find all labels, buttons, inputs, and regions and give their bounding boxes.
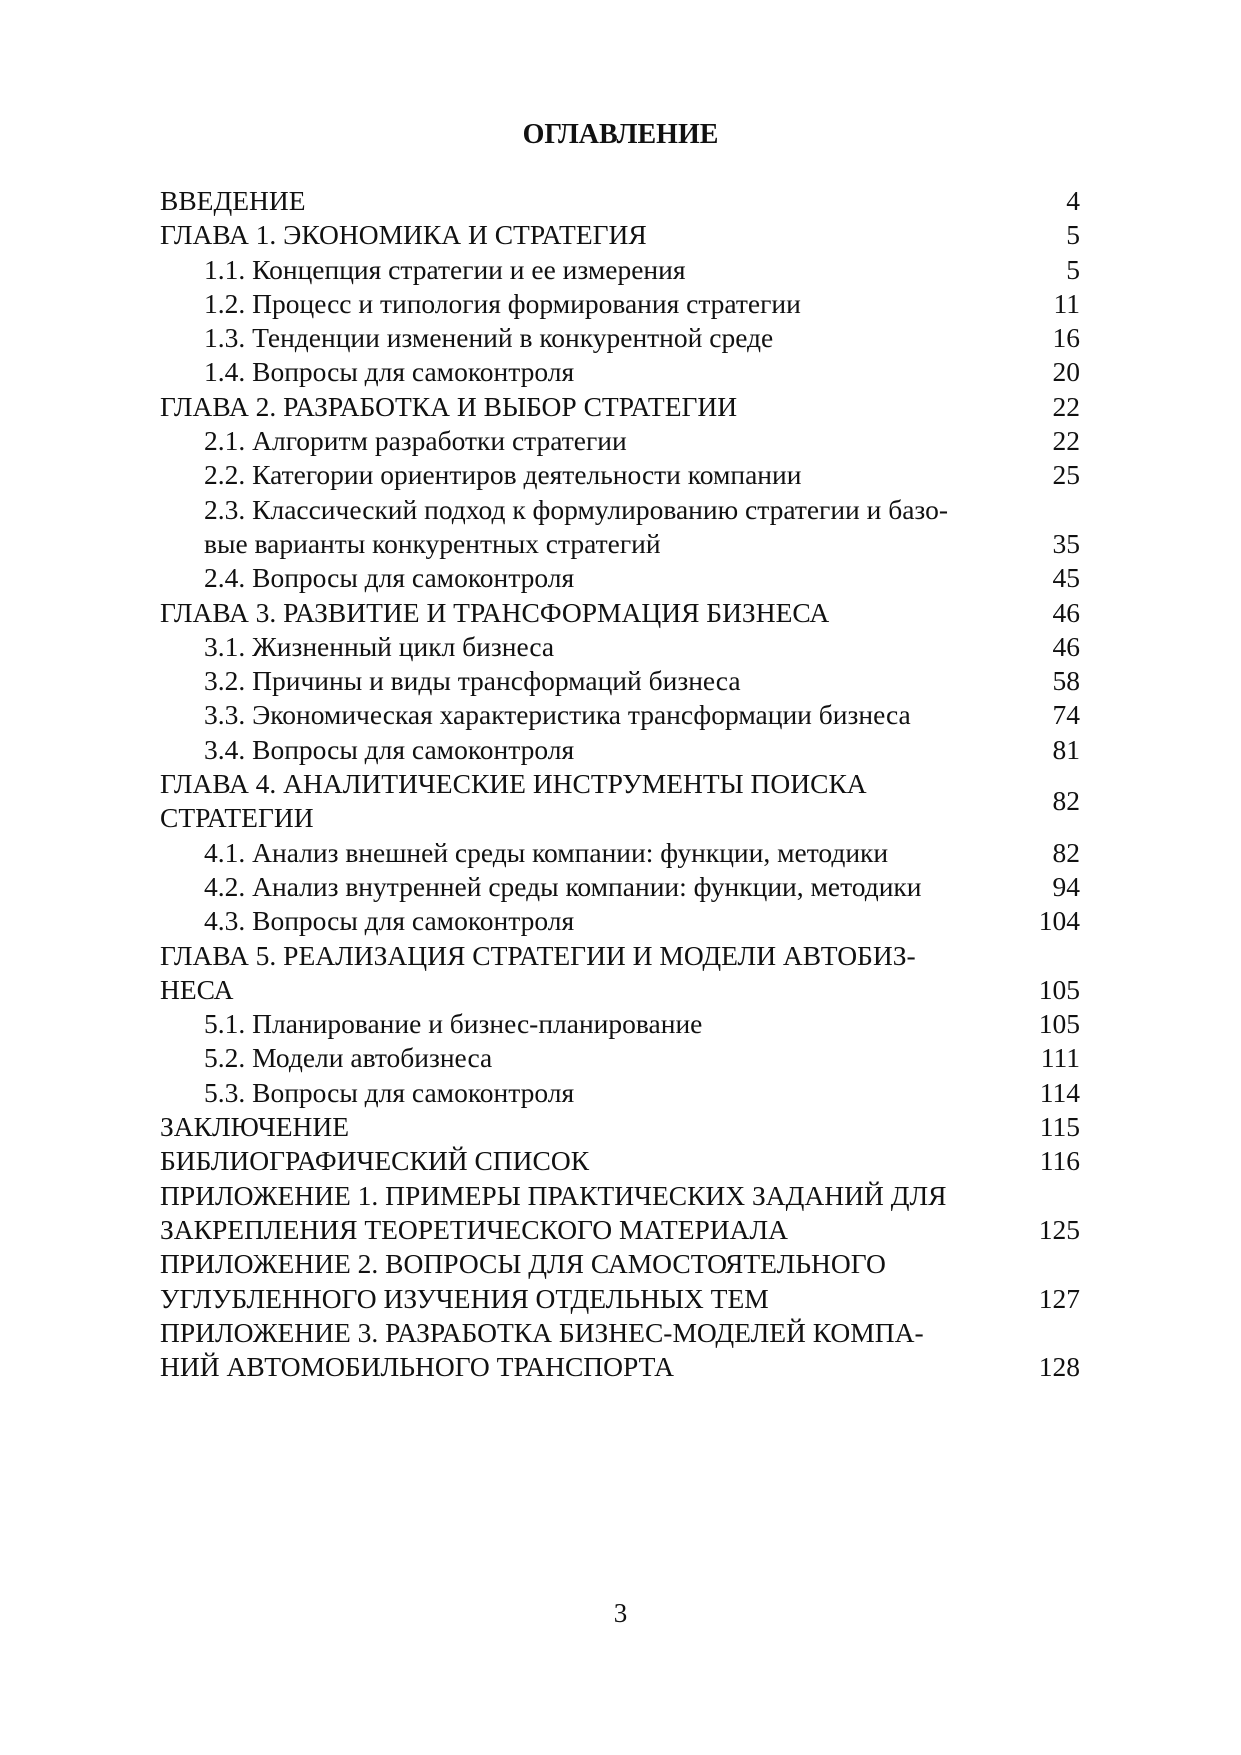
toc-entry-label xyxy=(160,767,1020,836)
toc-chapter-entry xyxy=(160,939,1080,1008)
toc-entry-label xyxy=(160,253,1020,287)
toc-entry-line: ПРИЛОЖЕНИЕ 1. ПРИМЕРЫ ПРАКТИЧЕСКИХ ЗАДАНИЙ ДЛЯ xyxy=(160,1179,947,1211)
toc-entry-label xyxy=(160,939,1020,1008)
toc-entry-line: 1.4. Вопросы для самоконтроля xyxy=(204,356,575,388)
toc-chapter-entry xyxy=(160,390,1080,424)
toc-entry-label xyxy=(160,904,1020,938)
toc-entry-page: 22 xyxy=(1052,390,1080,422)
toc-entry-line: 3.4. Вопросы для самоконтроля xyxy=(204,733,575,765)
toc-chapter-entry xyxy=(160,1110,1080,1144)
toc-entry-label xyxy=(160,596,1020,630)
page-title: ОГЛАВЛЕНИЕ xyxy=(522,119,719,150)
toc-section-entry xyxy=(160,904,1080,938)
toc-entry-label xyxy=(160,287,1020,321)
toc-entry-page: 116 xyxy=(1039,1145,1080,1177)
toc-entry-line: 5.2. Модели автобизнеса xyxy=(204,1042,493,1074)
toc-section-entry xyxy=(160,355,1080,389)
toc-section-entry xyxy=(160,664,1080,698)
toc-entry-page: 94 xyxy=(1052,870,1080,902)
toc-section-entry xyxy=(160,253,1080,287)
toc-entry-page: 22 xyxy=(1052,425,1080,457)
toc-entry-line: 5.3. Вопросы для самоконтроля xyxy=(204,1076,575,1108)
toc-entry-label xyxy=(160,355,1020,389)
toc-section-entry xyxy=(160,870,1080,904)
toc-entry-page: 45 xyxy=(1052,562,1080,594)
toc-entry-page: 128 xyxy=(1038,1351,1080,1383)
toc-entry-label xyxy=(160,630,1020,664)
toc-entry-page: 125 xyxy=(1038,1213,1080,1245)
toc-chapter-entry xyxy=(160,596,1080,630)
toc-entry-page: 82 xyxy=(1052,785,1080,817)
toc-section-entry xyxy=(160,1007,1080,1041)
toc-entry-label xyxy=(160,424,1020,458)
toc-entry-line: ГЛАВА 4. АНАЛИТИЧЕСКИЕ ИНСТРУМЕНТЫ ПОИСКА xyxy=(160,768,867,800)
toc-entry-page: 35 xyxy=(1052,527,1080,559)
toc-entry-line: ГЛАВА 2. РАЗРАБОТКА И ВЫБОР СТРАТЕГИИ xyxy=(160,390,738,422)
toc-entry-label xyxy=(160,1110,1020,1144)
toc-section-entry xyxy=(160,630,1080,664)
toc-entry-page: 25 xyxy=(1052,459,1080,491)
toc-entry-line: ВВЕДЕНИЕ xyxy=(160,185,306,216)
toc-entry-line: 1.3. Тенденции изменений в конкурентной среде xyxy=(204,322,774,354)
toc-section-entry xyxy=(160,287,1080,321)
toc-section-entry xyxy=(160,1041,1080,1075)
toc-entry-label xyxy=(160,698,1020,732)
toc-chapter-entry xyxy=(160,1144,1080,1178)
toc-entry-page: 4 xyxy=(1066,185,1080,216)
toc-entry-label xyxy=(160,664,1020,698)
toc-chapter-entry xyxy=(160,184,1080,218)
toc-entry-page: 82 xyxy=(1052,836,1080,868)
toc-chapter-entry xyxy=(160,767,1080,836)
toc-entry-line: 5.1. Планирование и бизнес-планирование xyxy=(204,1008,703,1040)
toc-section-entry xyxy=(160,1076,1080,1110)
toc-entry-line: 3.2. Причины и виды трансформаций бизнеса xyxy=(204,665,741,697)
toc-entry-label xyxy=(160,1179,1020,1248)
toc-entry-page: 11 xyxy=(1053,287,1080,319)
toc-entry-page: 115 xyxy=(1039,1111,1080,1143)
toc-entry-line: ЗАКЛЮЧЕНИЕ xyxy=(160,1111,350,1143)
toc-entry-label xyxy=(160,218,1020,252)
toc-entry-line: НЕСА xyxy=(160,973,234,1005)
toc-entry-page: 46 xyxy=(1052,596,1080,628)
toc-entry-line: 2.2. Категории ориентиров деятельности компании xyxy=(204,459,802,491)
toc-chapter-entry xyxy=(160,218,1080,252)
toc-entry-page: 81 xyxy=(1052,733,1080,765)
toc-section-entry xyxy=(160,733,1080,767)
toc-entry-label xyxy=(160,1316,1020,1385)
toc-entry-label xyxy=(160,1247,1020,1316)
toc-entry-line: 2.1. Алгоритм разработки стратегии xyxy=(204,425,627,457)
toc-chapter-entry xyxy=(160,1179,1080,1248)
toc-entry-label xyxy=(160,1144,1020,1178)
toc-entry-line: НИЙ АВТОМОБИЛЬНОГО ТРАНСПОРТА xyxy=(160,1351,674,1383)
toc-entry-page: 20 xyxy=(1052,356,1080,388)
toc-entry-label xyxy=(160,458,1020,492)
toc-section-entry xyxy=(160,458,1080,492)
toc-entry-label xyxy=(160,561,1020,595)
toc-entry-line: 2.3. Классический подход к формулированию стратегии и базо- xyxy=(204,493,949,525)
toc-section-entry xyxy=(160,493,1080,562)
toc-entry-line: УГЛУБЛЕННОГО ИЗУЧЕНИЯ ОТДЕЛЬНЫХ ТЕМ xyxy=(160,1282,769,1314)
toc-chapter-entry xyxy=(160,1316,1080,1385)
toc-section-entry xyxy=(160,561,1080,595)
toc-entry-label xyxy=(160,870,1020,904)
toc-entry-page: 46 xyxy=(1052,630,1080,662)
toc-entry-line: 3.1. Жизненный цикл бизнеса xyxy=(204,630,555,662)
toc-entry-line: ПРИЛОЖЕНИЕ 3. РАЗРАБОТКА БИЗНЕС-МОДЕЛЕЙ КОМПА- xyxy=(160,1316,924,1348)
toc-entry-label xyxy=(160,836,1020,870)
toc-section-entry xyxy=(160,424,1080,458)
toc-entry-page: 114 xyxy=(1039,1076,1080,1108)
toc-entry-page: 5 xyxy=(1066,253,1080,285)
toc-section-entry xyxy=(160,321,1080,355)
toc-entry-line: ПРИЛОЖЕНИЕ 2. ВОПРОСЫ ДЛЯ САМОСТОЯТЕЛЬНОГО xyxy=(160,1248,886,1280)
toc-entry-page: 105 xyxy=(1038,973,1080,1005)
table-of-contents xyxy=(160,184,1080,1384)
toc-entry-line: вые варианты конкурентных стратегий xyxy=(204,527,661,559)
toc-entry-line: ГЛАВА 5. РЕАЛИЗАЦИЯ СТРАТЕГИИ И МОДЕЛИ АВТОБИЗ- xyxy=(160,939,916,971)
toc-entry-page: 105 xyxy=(1038,1008,1080,1040)
toc-entry-label xyxy=(160,1041,1020,1075)
toc-entry-label xyxy=(160,184,1020,218)
toc-entry-label xyxy=(160,321,1020,355)
toc-entry-page: 74 xyxy=(1052,699,1080,731)
toc-entry-line: ГЛАВА 1. ЭКОНОМИКА И СТРАТЕГИЯ xyxy=(160,219,647,251)
toc-entry-line: 1.1. Концепция стратегии и ее измерения xyxy=(204,253,686,285)
toc-entry-label xyxy=(160,1007,1020,1041)
toc-section-entry xyxy=(160,836,1080,870)
toc-entry-page: 16 xyxy=(1052,322,1080,354)
toc-entry-line: ЗАКРЕПЛЕНИЯ ТЕОРЕТИЧЕСКОГО МАТЕРИАЛА xyxy=(160,1213,789,1245)
toc-entry-line: 1.2. Процесс и типология формирования стратегии xyxy=(204,287,801,319)
toc-entry-page: 111 xyxy=(1040,1042,1080,1074)
toc-chapter-entry xyxy=(160,1247,1080,1316)
toc-entry-line: 4.2. Анализ внутренней среды компании: функции, методики xyxy=(204,870,922,902)
toc-section-entry xyxy=(160,698,1080,732)
toc-entry-label xyxy=(160,390,1020,424)
toc-entry-label xyxy=(160,493,1020,562)
toc-entry-label xyxy=(160,733,1020,767)
toc-entry-page: 5 xyxy=(1066,219,1080,251)
toc-entry-line: ГЛАВА 3. РАЗВИТИЕ И ТРАНСФОРМАЦИЯ БИЗНЕСА xyxy=(160,596,830,628)
toc-entry-line: 2.4. Вопросы для самоконтроля xyxy=(204,562,575,594)
toc-entry-line: СТРАТЕГИИ xyxy=(160,802,314,834)
page-number: 3 xyxy=(613,1598,628,1628)
toc-entry-line: 3.3. Экономическая характеристика трансформации бизнеса xyxy=(204,699,911,731)
toc-entry-line: 4.3. Вопросы для самоконтроля xyxy=(204,905,575,937)
toc-entry-page: 58 xyxy=(1052,665,1080,697)
toc-entry-page: 127 xyxy=(1038,1282,1080,1314)
toc-entry-line: 4.1. Анализ внешней среды компании: функции, методики xyxy=(204,836,889,868)
toc-entry-line: БИБЛИОГРАФИЧЕСКИЙ СПИСОК xyxy=(160,1145,590,1177)
toc-entry-label xyxy=(160,1076,1020,1110)
toc-entry-page: 104 xyxy=(1038,905,1080,937)
